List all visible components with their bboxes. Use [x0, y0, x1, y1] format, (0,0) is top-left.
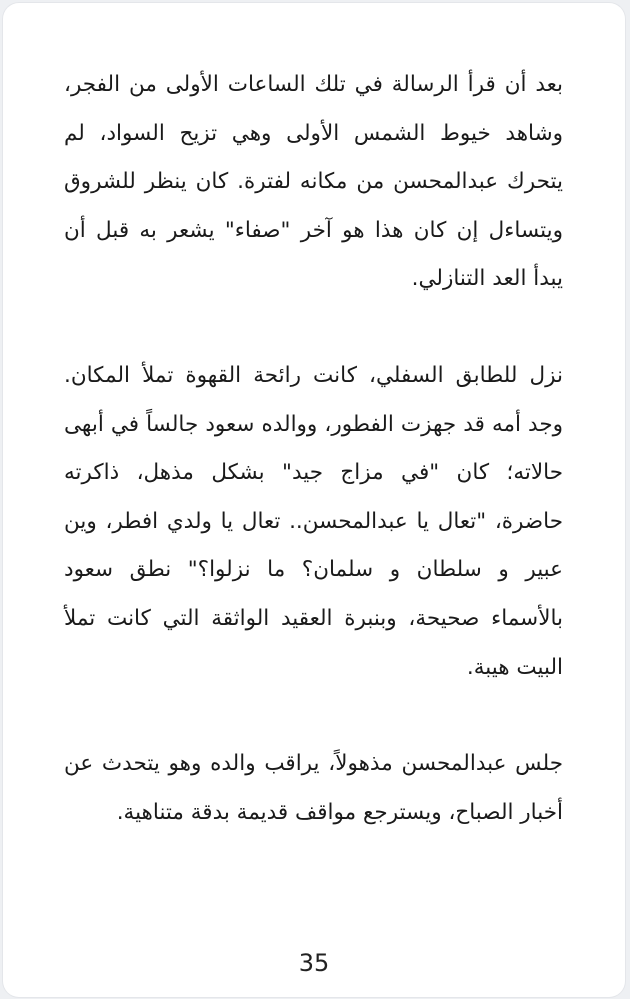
paragraph-1: بعد أن قرأ الرسالة في تلك الساعات الأولى من الفجر، وشاهد خيوط الشمس الأولى وهي تزيح السواد، لم يتحرك عبدالمحسن من مكانه لفترة. كان ينظر للشروق ويتساءل إن كان هذا هو آخر "صفاء" يشعر به قبل أن يبدأ العد التنازلي.: [64, 72, 563, 292]
page-number: 35: [298, 949, 330, 977]
paragraph-3: جلس عبدالمحسن مذهولاً، يراقب والده وهو يتحدث عن أخبار الصباح، ويسترجع مواقف قديمة بدقة متناهية.: [64, 751, 563, 825]
page-text: [64, 61, 563, 885]
book-page: [3, 3, 625, 997]
paragraph-2: نزل للطابق السفلي، كانت رائحة القهوة تملأ المكان. وجد أمه قد جهزت الفطور، ووالده سعود جالساً في أبهى حالاته؛ كان "في مزاج جيد" بشكل مذهل، ذاكرته حاضرة، "تعال يا عبدالمحسن.. تعال يا ولدي افطر، وين عبير و سلطان و سلمان؟ ما نزلوا؟" نطق سعود بالأسماء صحيحة، وبنبرة العقيد الواثقة التي كانت تملأ البيت هيبة.: [64, 362, 563, 680]
